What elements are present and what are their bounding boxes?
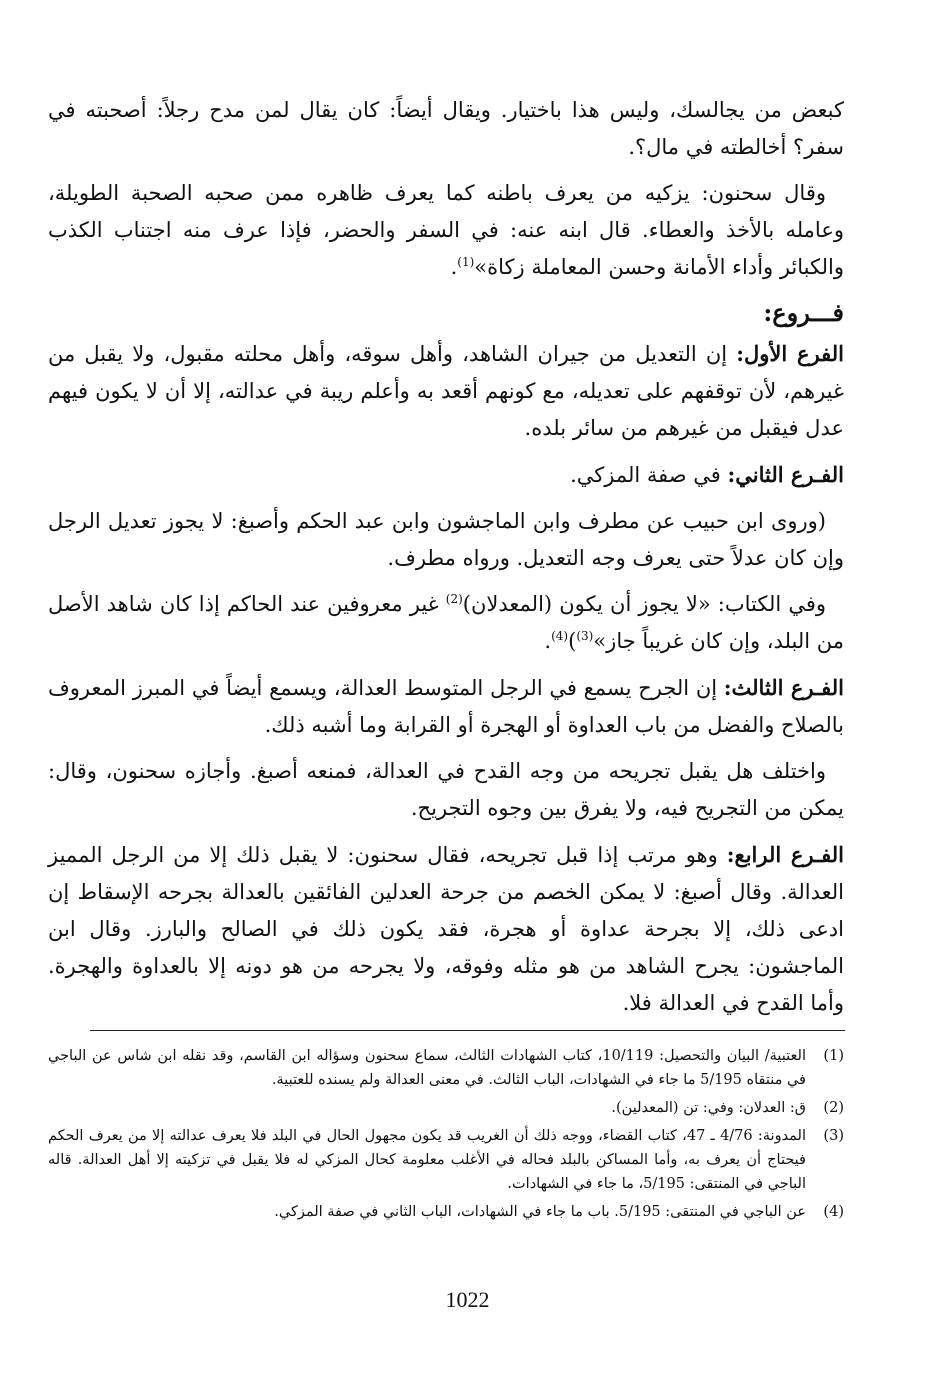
main-text bbox=[48, 92, 844, 1031]
branch-3 bbox=[48, 669, 844, 744]
branch-3-label: الفـرع الثالث: bbox=[723, 675, 844, 700]
branch-4 bbox=[48, 836, 844, 1022]
branch-2 bbox=[48, 456, 844, 494]
paragraph-4-text-b: غير معروفين عند الحاكم إذا كان شاهد الأصل من البلد، وإن كان غريباً جاز» bbox=[48, 592, 844, 653]
branch-2-label: الفـرع الثاني: bbox=[727, 462, 844, 487]
paragraph-3 bbox=[48, 503, 844, 577]
footnote-1 bbox=[48, 1044, 844, 1092]
paragraph-1 bbox=[48, 92, 844, 166]
branch-1-text: إن التعديل من جيران الشاهد، وأهل سوقه، وأهل محلته مقبول، ولا يقبل من غيرهم، لأن توقفهم على تعديله، مع كونهم أقعد به وأعلم ريبة في عدالته، إلا أن لا يكون فيهم عدل فيقبل من غيرهم من سائر بلده. bbox=[48, 342, 844, 440]
paragraph-4-text-d: . bbox=[544, 629, 552, 653]
footnote-ref-1: (1) bbox=[457, 255, 475, 269]
footnote-ref-3: (3) bbox=[576, 629, 594, 643]
paragraph-4 bbox=[48, 586, 844, 660]
footnote-4 bbox=[48, 1200, 844, 1224]
branch-4-text: وهو مرتب إذا قبل تجريحه، فقال سحنون: لا يقبل ذلك إلا من الرجل المميز العدالة. وقال أصبغ: لا يمكن الخصم من جرحة العدلين الفائقين بالعدالة بجرحه الإسقاط إن ادعى ذلك، إلا بجرحة عداوة أو هجرة، فقد يكون ذلك في الصالح والبارز. وقال ابن الماجشون: يجرح الشاهد من هو مثله وفوقه، ولا يجرحه من هو دونه إلا بالعداوة والهجرة. وأما القدح في العدالة فلا. bbox=[48, 843, 844, 1015]
branch-3-text: إن الجرح يسمع في الرجل المتوسط العدالة، ويسمع أيضاً في المبرز المعروف بالصلاح والفضل من باب العداوة أو الهجرة أو القرابة وما أشبه ذلك. bbox=[48, 676, 844, 737]
footnote-ref-2: (2) bbox=[445, 592, 463, 606]
branch-1 bbox=[48, 335, 844, 447]
footnote-3 bbox=[48, 1124, 844, 1196]
footnotes bbox=[48, 1044, 844, 1228]
branch-4-label: الفـرع الرابع: bbox=[726, 842, 844, 867]
section-heading: فـــروع: bbox=[763, 298, 844, 327]
paragraph-1-text: كبعض من يجالسك، وليس هذا باختيار. ويقال أيضاً: كان يقال لمن مدح رجلاً: أصحبته في سفر؟ أخالطته في مال؟. bbox=[48, 98, 844, 159]
footnote-text: ق: العدلان: وفي: تن (المعدلين). bbox=[611, 1100, 806, 1116]
paragraph-4-text-a: وفي الكتاب: «لا يجوز أن يكون (المعدلان) bbox=[462, 592, 827, 616]
footnote-number: (1) bbox=[823, 1048, 844, 1064]
footnote-text: عن الباجي في المنتقى: 5/195. باب ما جاء في الشهادات، الباب الثاني في صفة المزكي. bbox=[274, 1204, 806, 1220]
paragraph-3-text: (وروى ابن حبيب عن مطرف وابن الماجشون وابن عبد الحكم وأصبغ: لا يجوز تعديل الرجل وإن كان عدلاً حتى يعرف وجه التعديل. ورواه مطرف. bbox=[48, 509, 844, 570]
paragraph-2-text: وقال سحنون: يزكيه من يعرف باطنه كما يعرف ظاهره ممن صحبه الصحبة الطويلة، وعامله بالأخذ والعطاء. قال ابنه عنه: في السفر والحضر، فإذا عرف منه اجتناب الكذب والكبائر وأداء الأمانة وحسن المعاملة زكاة» bbox=[48, 181, 844, 279]
branch-2-text: في صفة المزكي. bbox=[570, 463, 728, 487]
paragraph-2-end: . bbox=[450, 255, 458, 279]
footnote-ref-4: (4) bbox=[551, 629, 569, 643]
footnote-2 bbox=[48, 1096, 844, 1120]
footnote-number: (2) bbox=[823, 1100, 844, 1116]
page-number: 1022 bbox=[445, 1287, 490, 1312]
footnote-number: (3) bbox=[823, 1128, 844, 1144]
paragraph-2 bbox=[48, 175, 844, 286]
paragraph-5 bbox=[48, 753, 844, 827]
footnote-number: (4) bbox=[823, 1204, 844, 1220]
footnote-text: العتبية/ البيان والتحصيل: 10/119، كتاب الشهادات الثالث، سماع سحنون وسؤاله ابن القاسم، وقد نقله ابن شاس عن الباجي في منتقاه 5/195 ما جاء في الشهادات، الباب الثالث. في معنى العدالة ولم يسنده للعتبية. bbox=[48, 1048, 806, 1088]
paragraph-5-text: واختلف هل يقبل تجريحه من وجه القدح في العدالة، فمنعه أصبغ. وأجازه سحنون، وقال: يمكن من التجريح فيه، ولا يفرق بين وجوه التجريح. bbox=[48, 759, 844, 820]
footnote-divider bbox=[90, 1030, 845, 1031]
paragraph-4-text-c: ) bbox=[568, 629, 577, 653]
footnote-text: المدونة: 4/76 ـ 47، كتاب القضاء، ووجه ذلك أن الغريب قد يكون مجهول الحال في البلد فلا يعرف عدالته إلا من يعرف الحكم فيحتاج أن يعرف به، وأما المساكن بالبلد فحاله في الأغلب معلومة كحال المزكي له فلا يقبل في تزكيته إلا أهل العدالة. قاله الباجي في المنتقى: 5/195، ما جاء في الشهادات. bbox=[48, 1128, 807, 1192]
branch-1-label: الفرع الأول: bbox=[736, 341, 845, 366]
